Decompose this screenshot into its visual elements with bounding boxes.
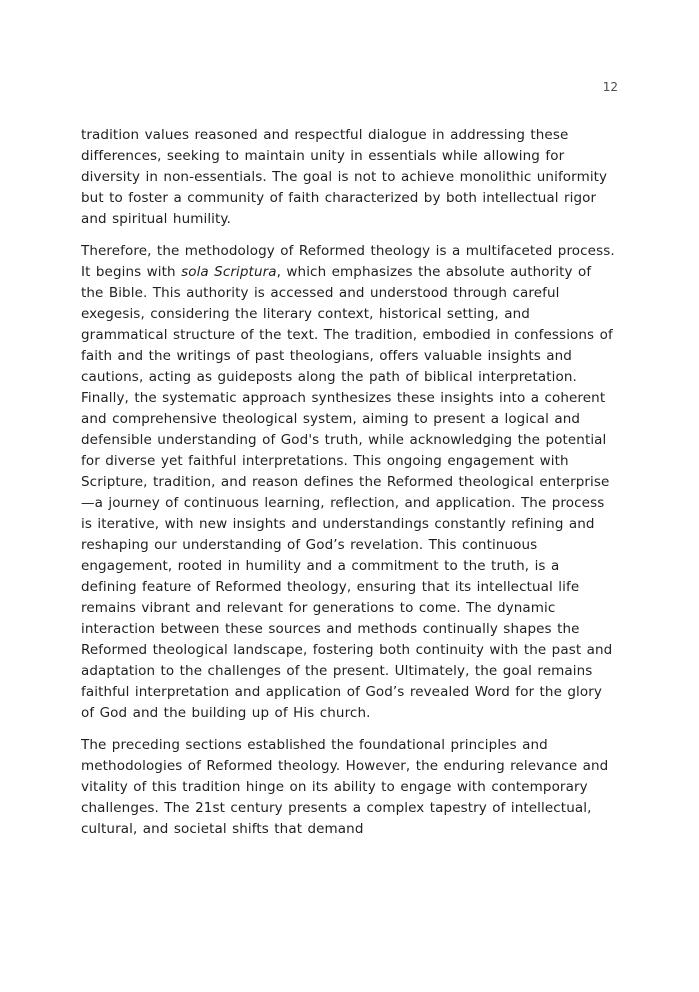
paragraph-3: The preceding sections established the foundational principles and methodologies of Reformed theology. However, the enduring relevance and vitality of this tradition hinge on its ability to engage with contemporary challenges. The 21st century presents a complex tapestry of intellectual, cultural, and societal shifts that demand [81,737,609,837]
page-content [81,125,618,840]
paragraph-2-text-before-italic: Therefore, the methodology of Reformed theology is a multifaceted process. It begins with [81,243,615,280]
paragraph-2 [81,241,618,724]
latin-phrase-italic: sola Scriptura [181,264,277,280]
paragraph-2-text-after-italic: , which emphasizes the absolute authority of the Bible. This authority is accessed and understood through careful exegesis, considering the literary context, historical setting, and grammatical structure of the text. The tradition, embodied in confessions of faith and the writings of past theologians, offers valuable insights and cautions, acting as guideposts along the path of biblical interpretation. Finally, the systematic approach synthesizes these insights into a coherent and comprehensive theological system, aiming to present a logical and defensible understanding of God's truth, while acknowledging the potential for diverse yet faithful interpretations. This ongoing engagement with Scripture, tradition, and reason defines the Reformed theological enterprise—a journey of continuous learning, reflection, and application. The process is iterative, with new insights and understandings constantly refining and reshaping our understanding of God’s revelation. This continuous engagement, rooted in humility and a commitment to the truth, is a defining feature of Reformed theology, ensuring that its intellectual life remains vibrant and relevant for generations to come. The dynamic interaction between these sources and methods continually shapes the Reformed theological landscape, fostering both continuity with the past and adaptation to the challenges of the present. Ultimately, the goal remains faithful interpretation and application of God’s revealed Word for the glory of God and the building up of His church. [81,264,613,721]
page-number: 12 [602,80,618,94]
paragraph-1: tradition values reasoned and respectful dialogue in addressing these differences, seeking to maintain unity in essentials while allowing for diversity in non-essentials. The goal is not to achieve monolithic uniformity but to foster a community of faith characterized by both intellectual rigor and spiritual humility. [81,127,608,227]
